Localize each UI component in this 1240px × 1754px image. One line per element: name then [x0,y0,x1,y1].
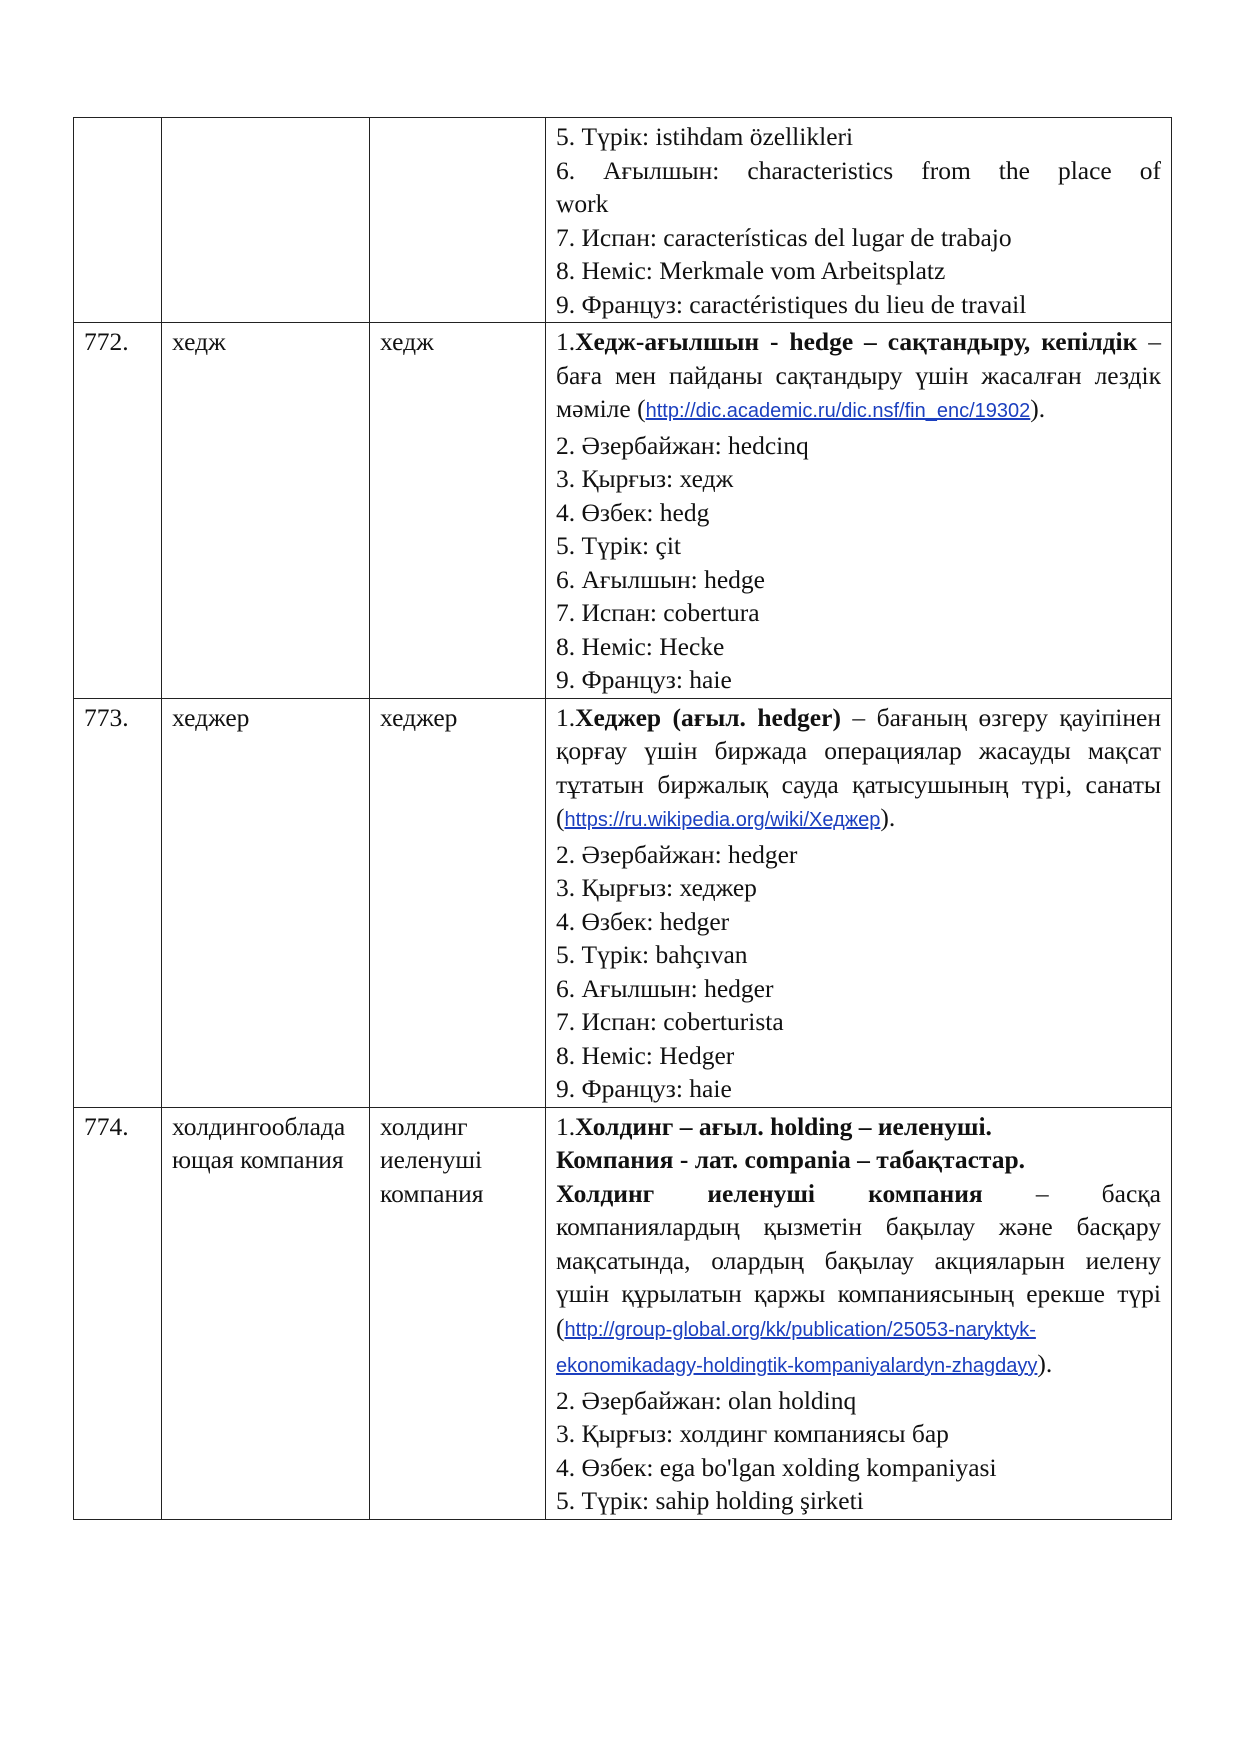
definition-term: Хеджер (ағыл. hedger) [575,702,841,732]
source-link[interactable]: http://dic.academic.ru/dic.nsf/fin_enc/19302 [645,400,1031,422]
translation-line: 7. Испан: características del lugar de trabajo [556,222,1012,252]
translation-line: 4. Өзбек: hedger [556,906,730,936]
table-row [74,323,1172,699]
source-link[interactable]: http://group-global.org/kk/publication/25053-naryktyk-ekonomikadagy-holdingtik-kompaniyalardyn-zhagdayy [556,1318,1038,1377]
table-row [74,118,1172,323]
translation-line: 5. Түрік: çit [556,531,681,560]
definition-term: Компания - лат. compania – табақтастар. [556,1145,1026,1174]
term-russian: холдингообладающая компания [162,1107,370,1519]
term-russian: хеджер [162,698,370,1107]
translation-line: 9. Француз: haie [556,665,732,694]
translation-line: 8. Неміс: Hedger [556,1040,735,1070]
entry-number: 772. [74,323,162,699]
term-russian [162,118,370,323]
definition-cell [546,698,1172,1107]
translation-line: 3. Қырғыз: хедж [556,464,734,493]
translation-line: 5. Түрік: sahip holding şirketi [556,1486,864,1515]
translation-line: 6. Ағылшын: hedge [556,564,765,594]
term-kazakh: холдинг иеленуші компания [370,1107,546,1519]
translation-line: 7. Испан: cobertura [556,598,760,627]
table-row [74,698,1172,1107]
translation-line: 9. Француз: haie [556,1074,732,1103]
definition-cell [546,118,1172,323]
translation-line: 5. Түрік: istihdam özellikleri [556,122,854,151]
definition-paragraph: Холдинг иеленуші компания – басқа компаниялардың қызметін бақылау және басқару мақсатында, олардың бақылау акцияларын иелену үшін құрылатын қаржы компаниясының ерекше түрі (http://group-global.org/kk/publication/25053-naryktyk-ekonomikadagy-holdingtik-kompaniyalardyn-zhagdayy). [556,1178,1161,1378]
term-kazakh: хеджер [370,698,546,1107]
translation-line: 2. Әзербайжан: olan holdinq [556,1385,857,1415]
dictionary-table [73,117,1172,1520]
definition-cell [546,323,1172,699]
translation-line: 3. Қырғыз: холдинг компаниясы бар [556,1419,949,1448]
translation-line: 6. Ағылшын: hedger [556,973,774,1003]
translation-line: 8. Неміс: Hecke [556,631,725,661]
entry-number: 773. [74,698,162,1107]
translation-line: 5. Түрік: bahçıvan [556,940,748,969]
translation-line: 9. Француз: caractéristiques du lieu de travail [556,289,1027,319]
translation-line: 4. Өзбек: ega bo'lgan xolding kompaniyasi [556,1452,997,1482]
translation-line: 2. Әзербайжан: hedger [556,839,798,869]
definition-term: Холдинг – ағыл. holding – иеленуші. [575,1111,992,1141]
translation-line: 6. Ағылшын: characteristics from the place of [556,155,1161,185]
translation-line: 8. Неміс: Merkmale vom Arbeitsplatz [556,256,946,285]
definition-text: – бағаның өзгеру қауіпінен қорғау үшін биржада операциялар жасауды мақсат тұтатын биржалық сауда қатысушының түрі, санаты [556,702,1161,799]
translation-line: work [556,189,609,218]
definition-cell [546,1107,1172,1519]
term-kazakh: хедж [370,323,546,699]
definition-text: – басқа компаниялардың қызметін бақылау және басқару мақсатында, олардың бақылау акцияларын иелену үшін құрылатын қаржы компаниясының ерекше түрі [556,1178,1161,1308]
source-link[interactable]: https://ru.wikipedia.org/wiki/Хеджер [564,809,881,831]
definition-term: Холдинг иеленуші компания [556,1178,983,1208]
table-row [74,1107,1172,1519]
definition-term: Хедж-ағылшын - hedge – сақтандыру, кепілдік [575,327,1138,356]
entry-number: 774. [74,1107,162,1519]
definition-text: – баға мен пайданы сақтандыру үшін жасалған лездік мәміле [556,327,1162,423]
definition-paragraph: 1.Хедж-ағылшын - hedge – сақтандыру, кепілдік – баға мен пайданы сақтандыру үшін жасалған лездік мәміле (http://dic.academic.ru/dic.nsf/fin_enc/19302). [556,327,1162,423]
translation-line: 4. Өзбек: hedg [556,497,710,527]
definition-paragraph: 1.Хеджер (ағыл. hedger) – бағаның өзгеру қауіпінен қорғау үшін биржада операциялар жасауды мақсат тұтатын биржалық сауда қатысушының түрі, санаты (https://ru.wikipedia.org/wiki/Хеджер). [556,702,1161,832]
definition-paragraph: 1.Холдинг – ағыл. holding – иеленуші. [556,1111,992,1141]
entry-number [74,118,162,323]
term-kazakh [370,118,546,323]
translation-line: 7. Испан: coberturista [556,1007,784,1036]
translation-line: 2. Әзербайжан: hedcinq [556,430,809,460]
term-russian: хедж [162,323,370,699]
translation-line: 3. Қырғыз: хеджер [556,873,757,902]
